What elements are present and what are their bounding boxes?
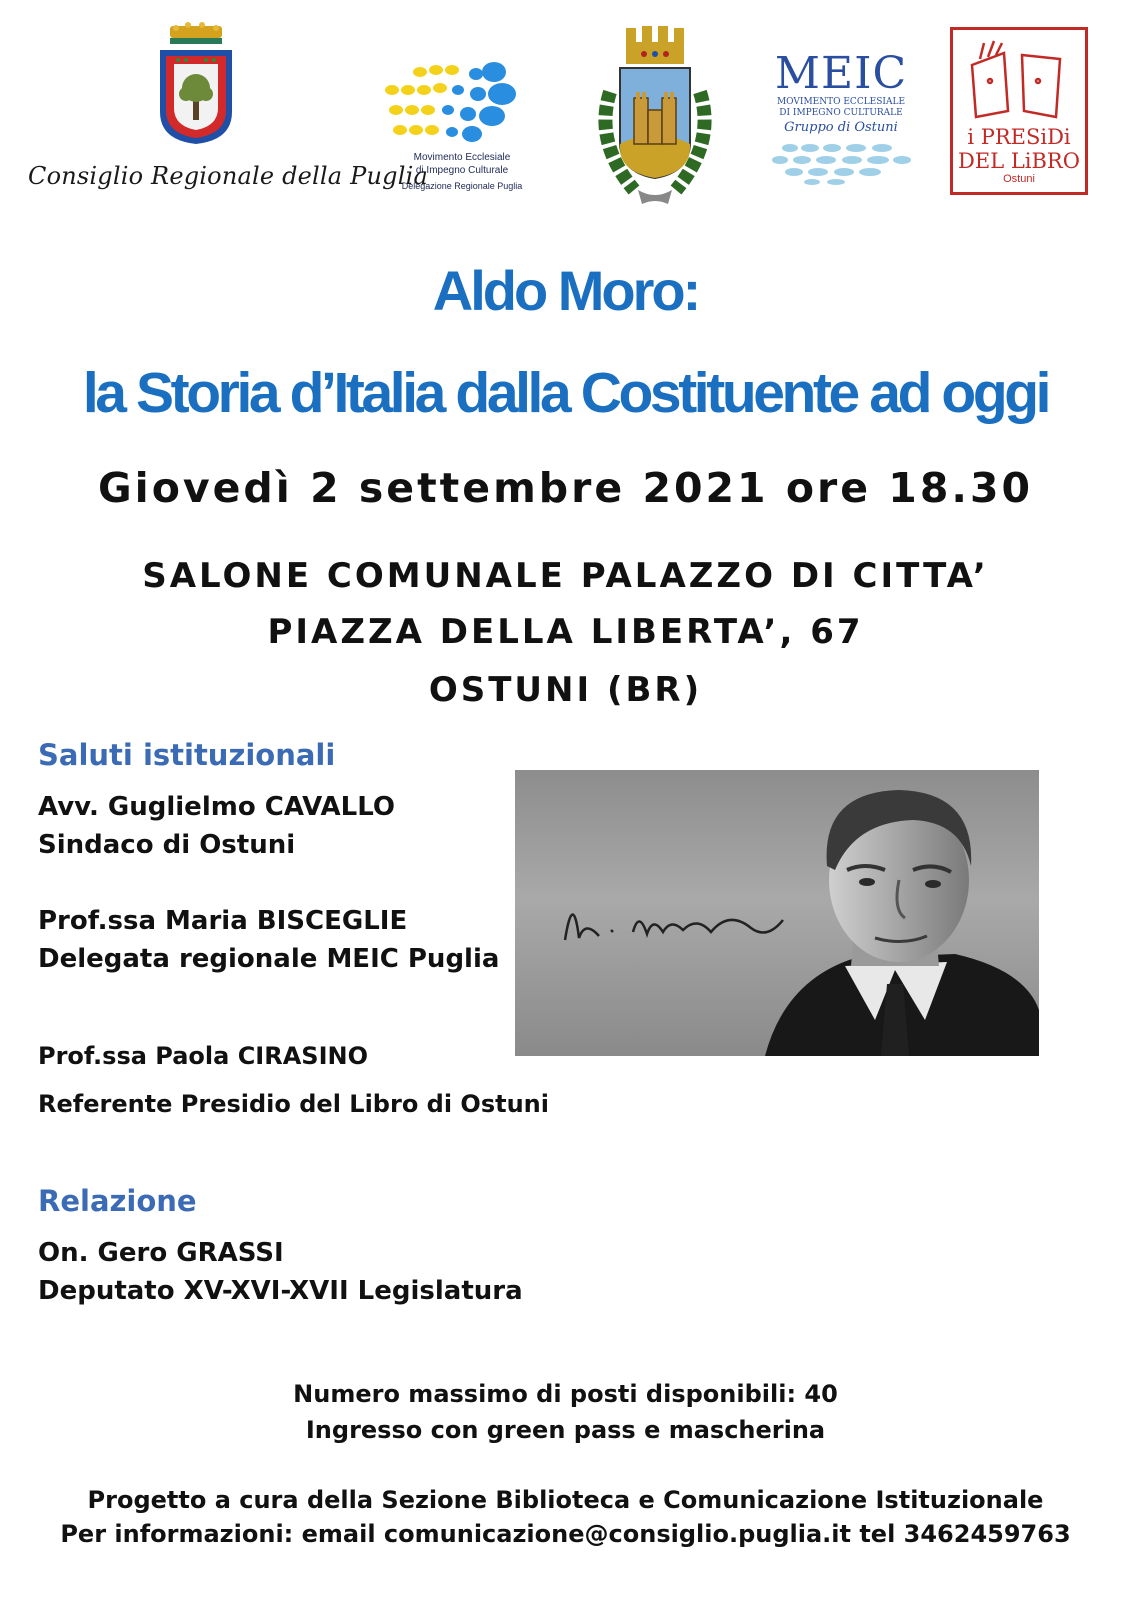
- meic-ost-line2: DI IMPEGNO CULTURALE: [779, 108, 903, 118]
- logo-consiglio-regionale-puglia: [20, 22, 428, 212]
- event-date: Giovedì 2 settembre 2021 ore 18.30: [97, 464, 1033, 512]
- presidi-line2: DEL LiBRO: [958, 149, 1080, 173]
- event-subtitle: la Storia d’Italia dalla Costituente ad oggi: [82, 361, 1049, 425]
- footer-contatti: Per informazioni: email comunicazione@consiglio.puglia.it tel 3462459763: [60, 1520, 1071, 1548]
- info-posti: Numero massimo di posti disponibili: 40: [293, 1380, 838, 1408]
- ostuni-crest-icon: [584, 22, 726, 212]
- regione-label: Consiglio Regionale della Puglia: [28, 162, 428, 190]
- signature-mark: [565, 914, 783, 940]
- meic-reg-line3: Delegazione Regionale Puglia: [401, 181, 523, 191]
- logo-meic-ostuni: [766, 48, 916, 188]
- presidi-line3: Ostuni: [1003, 173, 1035, 185]
- meic-reg-line2: di Impegno Culturale: [415, 165, 509, 176]
- speaker-3-role: Referente Presidio del Libro di Ostuni: [38, 1090, 549, 1118]
- info-ingresso: Ingresso con green pass e mascherina: [305, 1416, 826, 1444]
- venue-line-2: PIAZZA DELLA LIBERTA’, 67: [267, 612, 864, 652]
- saluti-heading: Saluti istituzionali: [38, 738, 336, 772]
- logo-stemma-ostuni: [584, 22, 726, 212]
- meic-ost-line1: MOVIMENTO ECCLESIALE: [776, 97, 906, 107]
- event-title: Aldo Moro:: [432, 259, 699, 322]
- meic-ost-waves-icon: [766, 140, 916, 186]
- logo-presidi-del-libro: [950, 27, 1088, 195]
- meic-reg-line1: Movimento Ecclesiale: [413, 152, 511, 163]
- meic-ost-name: MEIC: [774, 48, 908, 99]
- relatore-role: Deputato XV-XVI-XVII Legislatura: [38, 1276, 523, 1306]
- aldo-moro-photo: [515, 770, 1039, 1056]
- regione-puglia-shield-icon: [20, 22, 370, 162]
- meic-ost-line3: Gruppo di Ostuni: [784, 120, 898, 135]
- speaker-1-role: Sindaco di Ostuni: [38, 830, 296, 860]
- relazione-heading: Relazione: [38, 1184, 197, 1218]
- speaker-2-name: Prof.ssa Maria BISCEGLIE: [38, 906, 408, 936]
- speaker-1-name: Avv. Guglielmo CAVALLO: [38, 792, 395, 822]
- relatore-name: On. Gero GRASSI: [38, 1238, 284, 1268]
- venue-line-1: SALONE COMUNALE PALAZZO DI CITTA’: [142, 556, 989, 596]
- speaker-3-name: Prof.ssa Paola CIRASINO: [38, 1042, 368, 1070]
- speaker-2-role: Delegata regionale MEIC Puglia: [38, 944, 500, 974]
- presidi-line1: i PRESiDi: [967, 125, 1071, 149]
- meic-dots-icon: [382, 60, 542, 150]
- venue-line-3: OSTUNI (BR): [428, 670, 703, 710]
- footer-progetto: Progetto a cura della Sezione Biblioteca e Comunicazione Istituzionale: [87, 1486, 1044, 1514]
- portrait-illustration: [515, 770, 1039, 1056]
- logo-meic-regionale: [382, 60, 542, 200]
- book-faces-icon: [964, 37, 1074, 121]
